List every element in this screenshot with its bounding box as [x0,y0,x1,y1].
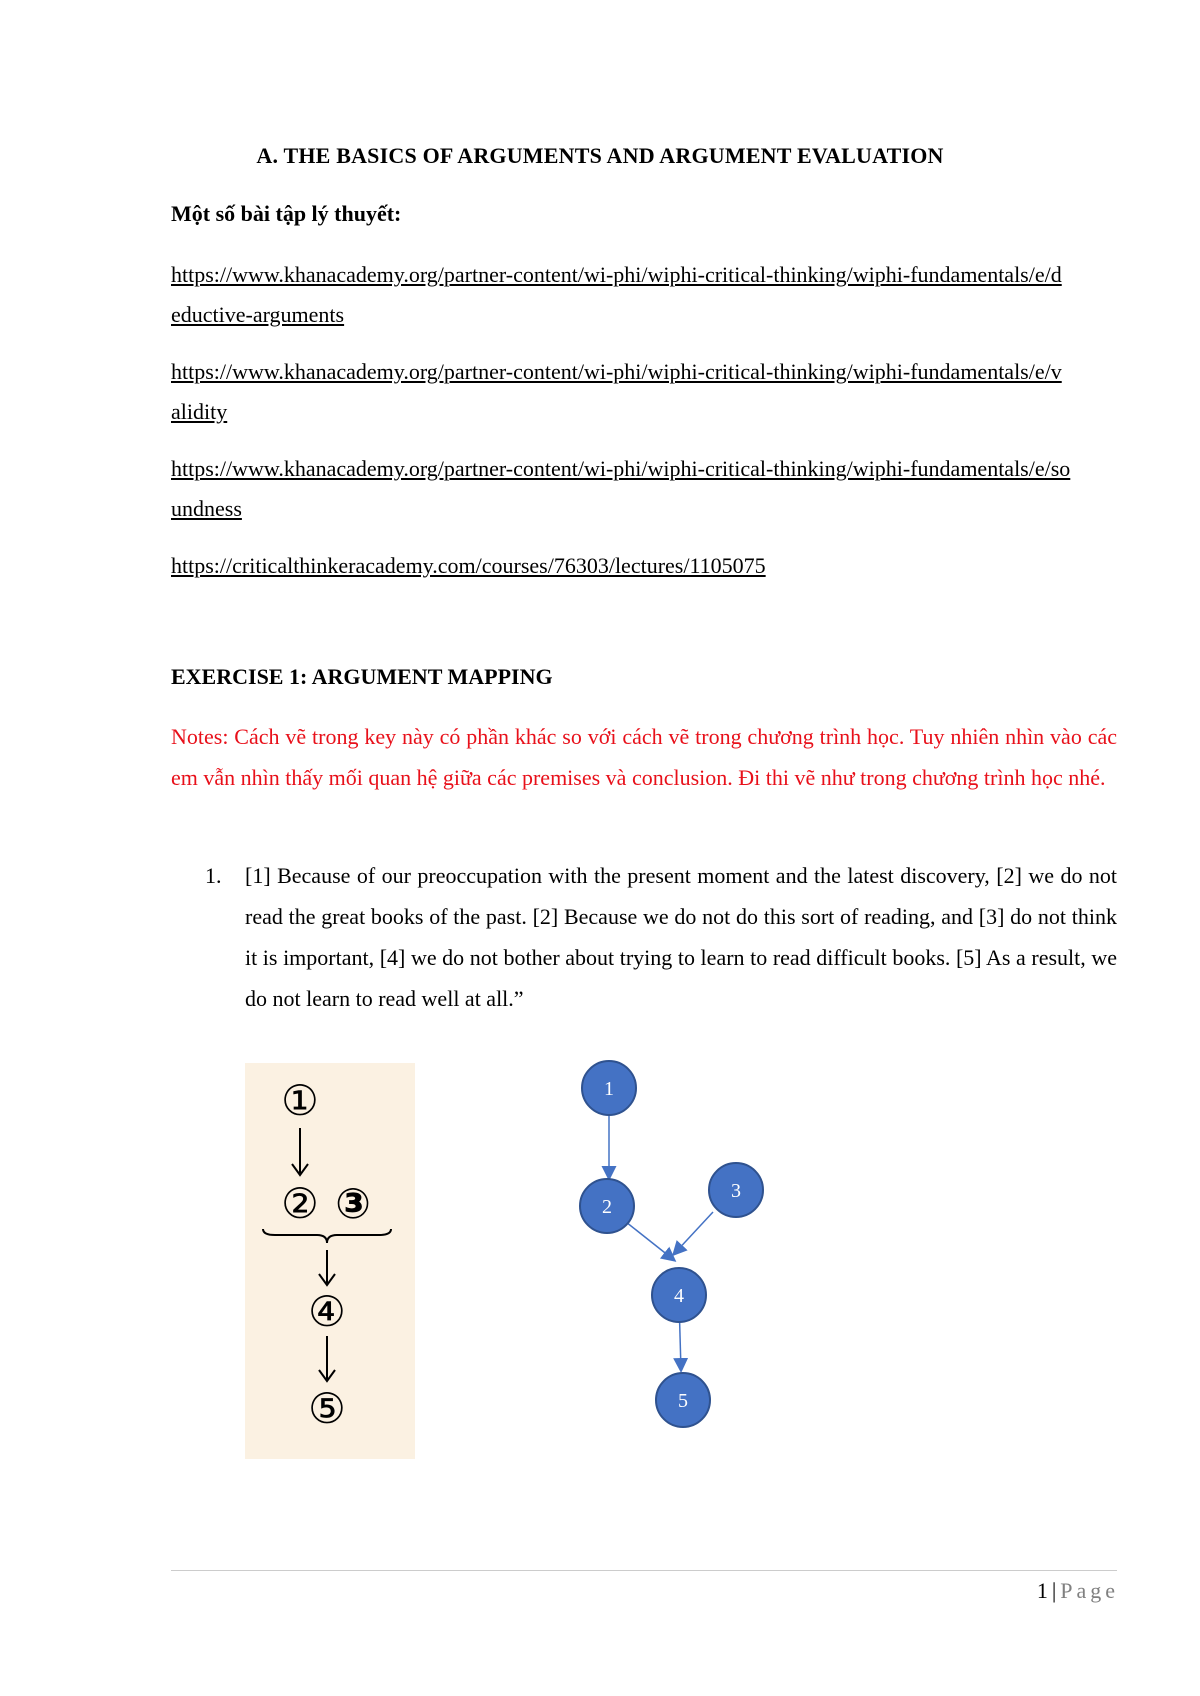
page-label: Page [1060,1578,1119,1603]
node-graph-diagram [540,1060,780,1460]
graph-node-4-label: 4 [674,1285,684,1307]
footer-divider [171,1570,1117,1571]
graph-node-3-label: 3 [731,1180,741,1202]
book-brace [263,1229,391,1243]
book-node-4: ④ [308,1287,346,1336]
link-validity[interactable]: https://www.khanacademy.org/partner-content/wi-phi/wiphi-critical-thinking/wiphi-fundamentals/e/validity [171,359,1062,424]
list-item-number: 1. [205,863,222,888]
book-node-3: ③ [335,1179,371,1228]
link-soundness[interactable]: https://www.khanacademy.org/partner-content/wi-phi/wiphi-critical-thinking/wiphi-fundamentals/e/soundness [171,456,1071,521]
page-number: 1 [1036,1578,1048,1603]
list-item [205,855,1117,1019]
graph-node-2-label: 2 [602,1196,612,1218]
edge-2-4 [626,1222,674,1260]
link-deductive-arguments[interactable]: https://www.khanacademy.org/partner-content/wi-phi/wiphi-critical-thinking/wiphi-fundamentals/e/deductive-arguments [171,262,1062,327]
book-node-2: ② [281,1179,319,1228]
book-argument-diagram [245,1063,415,1459]
list-item-text: [1] Because of our preoccupation with the present moment and the latest discovery, [2] we do not read the great books of the past. [2] Because we do not do this sort of reading, and [3] do not think it is important, [4] we do not bother about trying to learn to read difficult books. [5] As a result, we do not learn to read well at all.” [245,863,1117,1011]
book-node-5: ⑤ [308,1384,346,1433]
exercise-title: EXERCISE 1: ARGUMENT MAPPING [171,664,553,689]
footer-separator: | [1051,1578,1057,1603]
link-critical-thinker-academy[interactable]: https://criticalthinkeracademy.com/courses/76303/lectures/1105075 [171,553,766,578]
exercises-subheading: Một số bài tập lý thuyết: [171,201,402,226]
edge-3-4 [674,1212,713,1254]
notes-paragraph: Notes: Cách vẽ trong key này có phần khác so với cách vẽ trong chương trình học. Tuy nhiên nhìn vào các em vẫn nhìn thấy mối quan hệ giữa các premises và conclusion. Đi thi vẽ như trong chương trình học nhé. [171,724,1117,790]
book-node-1: ① [281,1076,319,1125]
section-heading: A. THE BASICS OF ARGUMENTS AND ARGUMENT EVALUATION [256,143,944,168]
book-diagram-svg [245,1063,415,1459]
page-footer [1037,1578,1119,1604]
graph-node-5-label: 5 [678,1390,688,1412]
graph-node-1-label: 1 [604,1078,614,1100]
